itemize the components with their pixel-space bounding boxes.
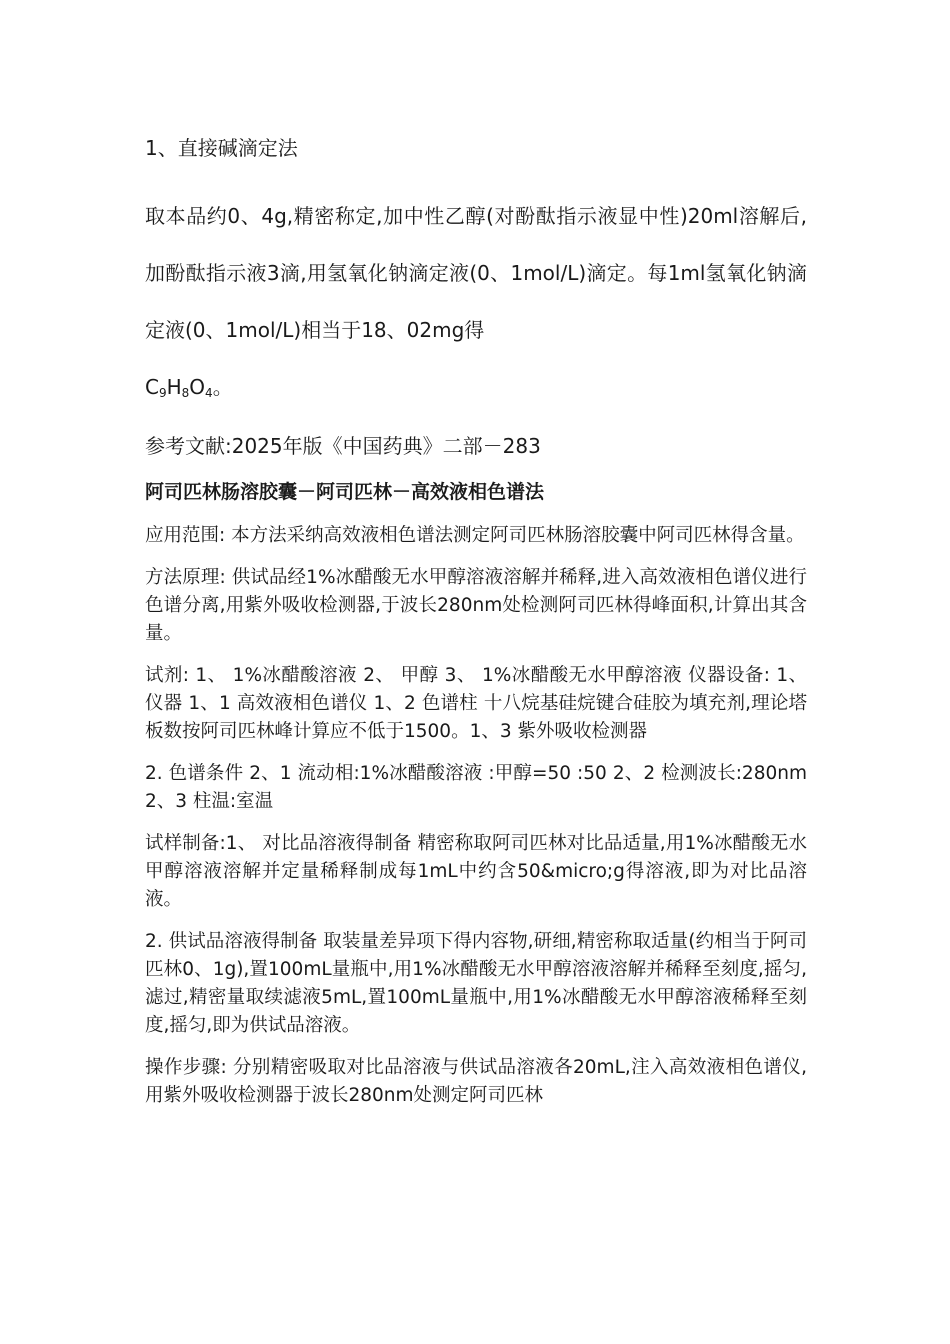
paragraph-test-solution: 2. 供试品溶液得制备 取装量差异项下得内容物,研细,精密称取适量(约相当于阿司匹林0、1g),置100mL量瓶中,用1%冰醋酸无水甲醇溶液溶解并稀释至刻度,摇匀,滤过,精密量取续滤液5mL,置100mL量瓶中,用1%冰醋酸无水甲醇溶液稀释至刻度,摇匀,即为供试品溶液。 — [145, 931, 807, 1036]
formula-o: O — [189, 375, 206, 399]
method-text: 取本品约0、4g,精密称定,加中性乙醇(对酚酞指示液显中性)20ml溶解后,加酚酞指示液3滴,用氢氧化钠滴定液(0、1mol/L)滴定。每1ml氢氧化钠滴定液(0、1mol/L)相当于18、02mg得 — [145, 204, 807, 342]
paragraph-reagents: 试剂: 1、 1%冰醋酸溶液 2、 甲醇 3、 1%冰醋酸无水甲醇溶液 仪器设备: 1、 仪器 1、1 高效液相色谱仪 1、2 色谱柱 十八烷基硅烷键合硅胶为填充剂,理论塔板数按阿司匹林峰计算应不低于1500。1、3 紫外吸收检测器 — [145, 665, 807, 742]
paragraph-conditions: 2. 色谱条件 2、1 流动相:1%冰醋酸溶液 :甲醇=50 :50 2、2 检测波长:280nm 2、3 柱温:室温 — [145, 763, 807, 812]
paragraph-principle: 方法原理: 供试品经1%冰醋酸无水甲醇溶液溶解并稀释,进入高效液相色谱仪进行色谱分离,用紫外吸收检测器,于波长280nm处检测阿司匹林得峰面积,计算出其含量。 — [145, 567, 807, 644]
document-content — [145, 128, 807, 1124]
chemical-formula — [145, 375, 233, 399]
formula-h: H — [166, 375, 182, 399]
reference-line: 参考文献:2025年版《中国药典》二部－283 — [145, 434, 541, 458]
section-heading: 1、直接碱滴定法 — [145, 136, 298, 160]
formula-o-sub: 4 — [205, 386, 213, 400]
formula-c-sub: 9 — [158, 386, 167, 400]
paragraph-sample-prep: 试样制备:1、 对比品溶液得制备 精密称取阿司匹林对比品适量,用1%冰醋酸无水甲醇溶液溶解并定量稀释制成每1mL中约含50&micro;g得溶液,即为对比品溶液。 — [145, 833, 807, 910]
formula-end: 。 — [212, 375, 233, 399]
paragraph-scope: 应用范围: 本方法采纳高效液相色谱法测定阿司匹林肠溶胶囊中阿司匹林得含量。 — [145, 525, 805, 546]
formula-c: C — [145, 375, 159, 399]
method-paragraph — [145, 188, 807, 416]
paragraph-procedure: 操作步骤: 分别精密吸取对比品溶液与供试品溶液各20mL,注入高效液相色谱仪,用紫外吸收检测器于波长280nm处测定阿司匹林 — [145, 1057, 807, 1106]
formula-h-sub: 8 — [181, 386, 190, 400]
section-title: 阿司匹林肠溶胶囊－阿司匹林－高效液相色谱法 — [145, 481, 545, 503]
